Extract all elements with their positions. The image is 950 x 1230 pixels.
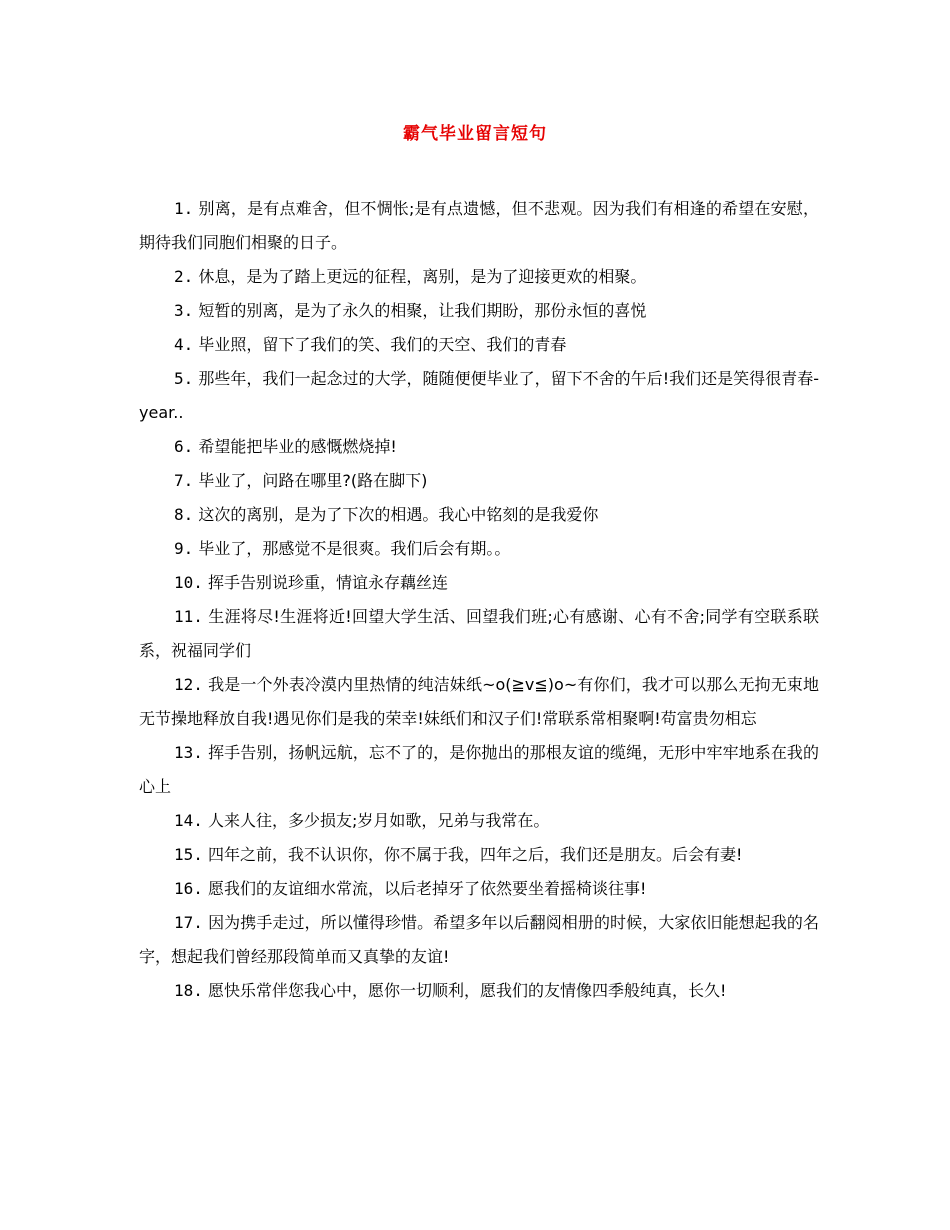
list-item bbox=[139, 362, 819, 430]
item-text: 愿我们的友谊细水常流，以后老掉牙了依然要坐着摇椅谈往事! bbox=[208, 879, 647, 898]
item-number: 7. bbox=[174, 471, 194, 490]
list-item bbox=[139, 600, 819, 668]
list-item bbox=[139, 192, 819, 260]
list-item bbox=[139, 464, 819, 498]
item-text: 挥手告别说珍重，情谊永存藕丝连 bbox=[208, 573, 449, 592]
item-text: 因为携手走过，所以懂得珍惜。希望多年以后翻阅相册的时候，大家依旧能想起我的名字，想起我们曾经那段简单而又真挚的友谊! bbox=[139, 913, 819, 966]
item-text: 四年之前，我不认识你，你不属于我，四年之后，我们还是朋友。后会有妻! bbox=[208, 845, 743, 864]
list-item bbox=[139, 906, 819, 974]
item-number: 14. bbox=[174, 811, 203, 830]
list-item bbox=[139, 566, 819, 600]
list-item bbox=[139, 498, 819, 532]
item-text: 生涯将尽!生涯将近!回望大学生活、回望我们班;心有感谢、心有不舍;同学有空联系联系，祝福同学们 bbox=[139, 607, 819, 660]
list-item bbox=[139, 532, 819, 566]
item-number: 5. bbox=[174, 369, 194, 388]
item-number: 1. bbox=[174, 199, 194, 218]
list-item bbox=[139, 260, 819, 294]
item-text: 休息，是为了踏上更远的征程，离别，是为了迎接更欢的相聚。 bbox=[198, 267, 647, 286]
item-number: 18. bbox=[174, 981, 203, 1000]
document-body bbox=[139, 192, 819, 1008]
item-number: 13. bbox=[174, 743, 203, 762]
item-number: 6. bbox=[174, 437, 194, 456]
item-text: 毕业了，那感觉不是很爽。我们后会有期。。 bbox=[198, 539, 511, 558]
item-number: 4. bbox=[174, 335, 194, 354]
list-item bbox=[139, 872, 819, 906]
document-title: 霸气毕业留言短句 bbox=[403, 124, 547, 144]
item-number: 12. bbox=[174, 675, 203, 694]
item-text: 这次的离别，是为了下次的相遇。我心中铭刻的是我爱你 bbox=[198, 505, 599, 524]
item-number: 15. bbox=[174, 845, 203, 864]
item-text: 人来人往，多少损友;岁月如歌，兄弟与我常在。 bbox=[208, 811, 550, 830]
list-item bbox=[139, 328, 819, 362]
item-number: 8. bbox=[174, 505, 194, 524]
item-text: 我是一个外表冷漠内里热情的纯洁妹纸~o(≧v≦)o~有你们，我才可以那么无拘无束地无节操地释放自我!遇见你们是我的荣幸!妹纸们和汉子们!常联系常相聚啊!苟富贵勿相忘 bbox=[139, 675, 819, 728]
item-text: 愿快乐常伴您我心中，愿你一切顺利，愿我们的友情像四季般纯真，长久! bbox=[208, 981, 727, 1000]
item-number: 9. bbox=[174, 539, 194, 558]
list-item bbox=[139, 974, 819, 1008]
item-text: 短暂的别离，是为了永久的相聚，让我们期盼，那份永恒的喜悦 bbox=[198, 301, 647, 320]
list-item bbox=[139, 736, 819, 804]
item-number: 2. bbox=[174, 267, 194, 286]
list-item bbox=[139, 294, 819, 328]
item-text: 毕业了，问路在哪里?(路在脚下) bbox=[198, 471, 428, 490]
item-number: 17. bbox=[174, 913, 203, 932]
list-item bbox=[139, 668, 819, 736]
item-text: 毕业照，留下了我们的笑、我们的天空、我们的青春 bbox=[198, 335, 567, 354]
item-text: 别离，是有点难舍，但不惆怅;是有点遗憾，但不悲观。因为我们有相逢的希望在安慰，期待我们同胞们相聚的日子。 bbox=[139, 199, 819, 252]
item-text: 希望能把毕业的感慨燃烧掉! bbox=[198, 437, 397, 456]
item-text: 挥手告别，扬帆远航，忘不了的，是你抛出的那根友谊的缆绳，无形中牢牢地系在我的心上 bbox=[139, 743, 819, 796]
list-item bbox=[139, 430, 819, 464]
list-item bbox=[139, 804, 819, 838]
item-number: 11. bbox=[174, 607, 203, 626]
item-number: 3. bbox=[174, 301, 194, 320]
list-item bbox=[139, 838, 819, 872]
item-number: 16. bbox=[174, 879, 203, 898]
item-text: 那些年，我们一起念过的大学，随随便便毕业了，留下不舍的午后!我们还是笑得很青春-year.. bbox=[139, 369, 819, 422]
item-number: 10. bbox=[174, 573, 203, 592]
